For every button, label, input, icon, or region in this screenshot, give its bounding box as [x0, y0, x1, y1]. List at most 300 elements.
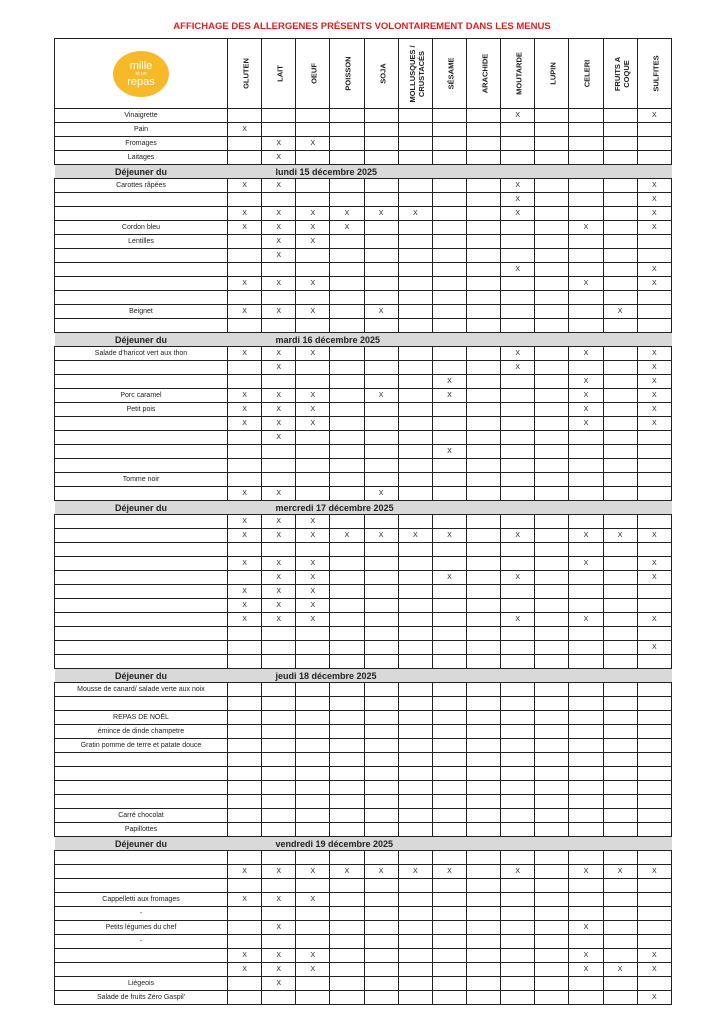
allergen-cell [466, 431, 500, 445]
allergen-cell: X [296, 557, 330, 571]
allergen-cell [432, 641, 466, 655]
table-row [55, 375, 672, 389]
table-row [55, 389, 672, 403]
allergen-cell [398, 991, 432, 1005]
allergen-cell [535, 109, 569, 123]
allergen-cell: X [296, 417, 330, 431]
allergen-cell [364, 879, 398, 893]
allergen-cell [432, 109, 466, 123]
allergen-cell [501, 711, 535, 725]
allergen-cell [432, 431, 466, 445]
allergen-cell [501, 907, 535, 921]
allergen-label: GLUTEN [241, 58, 251, 89]
allergen-cell [432, 893, 466, 907]
allergen-cell [364, 613, 398, 627]
allergen-cell [330, 361, 364, 375]
day-header-row [55, 501, 672, 515]
allergen-cell: X [637, 865, 671, 879]
allergen-cell [466, 935, 500, 949]
allergen-cell [432, 977, 466, 991]
allergen-cell [603, 767, 637, 781]
allergen-cell: X [262, 557, 296, 571]
allergen-cell [569, 291, 603, 305]
allergen-cell [466, 277, 500, 291]
allergen-cell [603, 137, 637, 151]
allergen-cell [603, 235, 637, 249]
allergen-cell [228, 823, 262, 837]
allergen-cell: X [228, 305, 262, 319]
allergen-cell [432, 151, 466, 165]
table-row [55, 627, 672, 641]
allergen-cell [603, 179, 637, 193]
dish-name: Petit pois [55, 403, 228, 417]
allergen-cell: X [637, 991, 671, 1005]
allergen-cell [228, 725, 262, 739]
allergen-cell: X [296, 305, 330, 319]
allergen-label: FRUITS A COQUE [612, 56, 631, 91]
allergen-cell [466, 207, 500, 221]
allergen-cell [228, 641, 262, 655]
allergen-cell [603, 375, 637, 389]
allergen-cell: X [296, 893, 330, 907]
allergen-cell [569, 809, 603, 823]
allergen-cell: X [228, 865, 262, 879]
allergen-cell: X [364, 865, 398, 879]
allergen-cell: X [569, 557, 603, 571]
table-row [55, 613, 672, 627]
table-row [55, 907, 672, 921]
allergen-cell [398, 291, 432, 305]
allergen-cell [364, 459, 398, 473]
allergen-label: MOUTARDE [514, 52, 524, 95]
allergen-cell: X [569, 389, 603, 403]
dish-name: Carottes râpées [55, 179, 228, 193]
allergen-cell [296, 291, 330, 305]
dish-name [55, 263, 228, 277]
allergen-cell [535, 739, 569, 753]
allergen-cell [637, 137, 671, 151]
allergen-cell [296, 725, 330, 739]
dish-name [55, 599, 228, 613]
allergen-cell [603, 123, 637, 137]
table-row [55, 893, 672, 907]
allergen-cell: X [262, 347, 296, 361]
allergen-cell: X [603, 865, 637, 879]
allergen-cell: X [296, 613, 330, 627]
allergen-cell [330, 235, 364, 249]
allergen-cell [262, 655, 296, 669]
allergen-cell [535, 151, 569, 165]
allergen-cell: X [228, 347, 262, 361]
allergen-cell: X [228, 515, 262, 529]
allergen-cell [501, 823, 535, 837]
allergen-cell [330, 319, 364, 333]
allergen-cell [330, 473, 364, 487]
allergen-cell: X [262, 599, 296, 613]
allergen-cell [432, 767, 466, 781]
allergen-cell [569, 431, 603, 445]
allergen-cell: X [569, 529, 603, 543]
allergen-cell: X [228, 277, 262, 291]
allergen-cell [535, 865, 569, 879]
allergen-cell [466, 473, 500, 487]
allergen-cell [398, 235, 432, 249]
allergen-cell [398, 893, 432, 907]
allergen-cell [466, 571, 500, 585]
allergen-cell [432, 221, 466, 235]
allergen-cell [637, 921, 671, 935]
allergen-cell [262, 543, 296, 557]
allergen-cell [296, 151, 330, 165]
allergen-cell [296, 543, 330, 557]
allergen-cell: X [296, 571, 330, 585]
allergen-cell [330, 711, 364, 725]
allergen-cell [466, 949, 500, 963]
allergen-cell [364, 739, 398, 753]
allergen-cell [535, 403, 569, 417]
allergen-cell [432, 781, 466, 795]
allergen-cell [603, 263, 637, 277]
allergen-cell [296, 697, 330, 711]
allergen-cell [637, 893, 671, 907]
header-row [55, 39, 672, 109]
table-row [55, 781, 672, 795]
allergen-cell: X [228, 417, 262, 431]
allergen-cell [398, 515, 432, 529]
allergen-cell [398, 347, 432, 361]
allergen-cell [330, 907, 364, 921]
allergen-cell [296, 879, 330, 893]
allergen-cell [603, 249, 637, 263]
allergen-cell [501, 809, 535, 823]
allergen-cell: X [296, 585, 330, 599]
allergen-cell [501, 655, 535, 669]
allergen-cell [364, 249, 398, 263]
allergen-cell [398, 305, 432, 319]
allergen-cell [398, 109, 432, 123]
allergen-cell [466, 865, 500, 879]
table-row [55, 571, 672, 585]
allergen-cell [364, 949, 398, 963]
allergen-cell [262, 263, 296, 277]
allergen-cell [569, 781, 603, 795]
dish-name: Cordon bleu [55, 221, 228, 235]
allergen-cell [466, 893, 500, 907]
allergen-cell [501, 403, 535, 417]
allergen-cell [466, 921, 500, 935]
allergen-cell [296, 907, 330, 921]
allergen-cell [398, 361, 432, 375]
allergen-table [54, 38, 672, 1005]
allergen-cell [501, 445, 535, 459]
allergen-cell [535, 767, 569, 781]
allergen-cell [535, 655, 569, 669]
allergen-cell: X [262, 571, 296, 585]
dish-name: Salade d'haricot vert aux thon [55, 347, 228, 361]
allergen-cell [432, 305, 466, 319]
allergen-cell [330, 459, 364, 473]
allergen-cell [569, 179, 603, 193]
allergen-cell [364, 697, 398, 711]
dish-name: Gratin pomme de terre et patate douce [55, 739, 228, 753]
allergen-cell: X [569, 347, 603, 361]
allergen-cell [398, 921, 432, 935]
table-row [55, 179, 672, 193]
allergen-cell [501, 585, 535, 599]
allergen-cell [637, 935, 671, 949]
allergen-cell [603, 431, 637, 445]
allergen-cell [603, 543, 637, 557]
allergen-cell: X [432, 571, 466, 585]
allergen-cell [364, 445, 398, 459]
allergen-cell [637, 795, 671, 809]
allergen-cell [501, 305, 535, 319]
allergen-cell [603, 557, 637, 571]
allergen-cell [228, 319, 262, 333]
allergen-cell [330, 725, 364, 739]
allergen-header [637, 39, 671, 109]
allergen-cell [364, 417, 398, 431]
allergen-cell [296, 795, 330, 809]
dish-name: Vinaigrette [55, 109, 228, 123]
allergen-cell: X [501, 109, 535, 123]
allergen-cell [603, 109, 637, 123]
allergen-cell [262, 375, 296, 389]
table-row [55, 963, 672, 977]
allergen-cell [466, 319, 500, 333]
allergen-cell [262, 445, 296, 459]
allergen-cell [637, 627, 671, 641]
allergen-cell [637, 445, 671, 459]
allergen-cell [364, 571, 398, 585]
allergen-cell: X [637, 949, 671, 963]
allergen-cell [398, 585, 432, 599]
allergen-cell [569, 459, 603, 473]
allergen-cell [466, 123, 500, 137]
allergen-cell [466, 795, 500, 809]
dish-name [55, 487, 228, 501]
allergen-label: MOLLUSQUES / CRUSTACÉS [407, 44, 426, 103]
allergen-header [569, 39, 603, 109]
allergen-cell [262, 697, 296, 711]
allergen-cell [398, 599, 432, 613]
allergen-cell: X [228, 487, 262, 501]
allergen-cell [364, 851, 398, 865]
allergen-cell [364, 473, 398, 487]
table-row [55, 557, 672, 571]
allergen-cell: X [637, 361, 671, 375]
allergen-cell [466, 627, 500, 641]
allergen-cell [466, 235, 500, 249]
allergen-cell [637, 599, 671, 613]
allergen-cell [637, 683, 671, 697]
allergen-cell [330, 193, 364, 207]
table-row [55, 921, 672, 935]
allergen-cell [398, 179, 432, 193]
allergen-cell [432, 935, 466, 949]
allergen-cell [569, 123, 603, 137]
table-row [55, 711, 672, 725]
allergen-cell [535, 375, 569, 389]
allergen-cell [535, 907, 569, 921]
table-row [55, 263, 672, 277]
allergen-cell [432, 683, 466, 697]
allergen-cell: X [637, 277, 671, 291]
allergen-cell [364, 795, 398, 809]
allergen-cell [501, 151, 535, 165]
allergen-cell [364, 221, 398, 235]
allergen-cell [398, 487, 432, 501]
allergen-cell: X [501, 865, 535, 879]
allergen-cell [330, 389, 364, 403]
allergen-cell [466, 781, 500, 795]
allergen-cell: X [228, 599, 262, 613]
allergen-cell [364, 291, 398, 305]
allergen-cell [535, 431, 569, 445]
allergen-cell [330, 291, 364, 305]
allergen-cell: X [296, 963, 330, 977]
allergen-cell [398, 249, 432, 263]
allergen-cell [228, 991, 262, 1005]
allergen-cell [330, 403, 364, 417]
allergen-cell [501, 725, 535, 739]
allergen-cell [330, 963, 364, 977]
allergen-cell [569, 571, 603, 585]
allergen-cell [330, 697, 364, 711]
allergen-cell [569, 109, 603, 123]
day-date: mardi 16 décembre 2025 [228, 333, 672, 347]
dish-name [55, 319, 228, 333]
allergen-cell [432, 277, 466, 291]
allergen-cell [637, 809, 671, 823]
allergen-cell [330, 627, 364, 641]
allergen-cell [398, 697, 432, 711]
allergen-cell [535, 417, 569, 431]
allergen-cell [330, 613, 364, 627]
allergen-cell: X [569, 949, 603, 963]
allergen-cell [466, 823, 500, 837]
allergen-cell [603, 277, 637, 291]
allergen-cell: X [569, 403, 603, 417]
allergen-cell [466, 655, 500, 669]
allergen-cell [364, 907, 398, 921]
allergen-cell [330, 851, 364, 865]
dish-name: Fromages [55, 137, 228, 151]
allergen-cell [228, 137, 262, 151]
allergen-cell [398, 977, 432, 991]
allergen-cell [296, 179, 330, 193]
allergen-cell [569, 767, 603, 781]
allergen-cell [501, 949, 535, 963]
allergen-cell [364, 585, 398, 599]
allergen-cell: X [501, 207, 535, 221]
page-title: AFFICHAGE DES ALLERGENES PRÉSENTS VOLONTAIREMENT DANS LES MENUS [173, 21, 551, 32]
dish-name [55, 571, 228, 585]
allergen-cell: X [262, 235, 296, 249]
allergen-cell [432, 991, 466, 1005]
allergen-cell [398, 851, 432, 865]
allergen-cell [398, 473, 432, 487]
allergen-cell [228, 977, 262, 991]
table-row [55, 809, 672, 823]
dish-name [55, 557, 228, 571]
allergen-cell [296, 991, 330, 1005]
dish-name: Liégeois [55, 977, 228, 991]
allergen-cell [535, 221, 569, 235]
allergen-cell [432, 627, 466, 641]
allergen-cell [501, 627, 535, 641]
allergen-cell [569, 697, 603, 711]
allergen-cell [466, 375, 500, 389]
allergen-cell [364, 893, 398, 907]
allergen-cell: X [296, 221, 330, 235]
allergen-cell [569, 627, 603, 641]
allergen-cell [637, 515, 671, 529]
dish-name [55, 753, 228, 767]
logo-text: repas [127, 75, 155, 88]
allergen-cell [603, 711, 637, 725]
day-header-row [55, 333, 672, 347]
allergen-cell [466, 711, 500, 725]
table-row [55, 319, 672, 333]
allergen-cell: X [228, 221, 262, 235]
allergen-cell [466, 851, 500, 865]
allergen-cell [432, 711, 466, 725]
allergen-cell [296, 319, 330, 333]
allergen-cell: X [501, 193, 535, 207]
allergen-cell [569, 893, 603, 907]
table-row [55, 865, 672, 879]
allergen-cell [637, 753, 671, 767]
allergen-cell [330, 277, 364, 291]
allergen-cell: X [296, 137, 330, 151]
allergen-cell: X [603, 305, 637, 319]
allergen-header [535, 39, 569, 109]
allergen-cell: X [432, 529, 466, 543]
allergen-cell [603, 949, 637, 963]
allergen-cell [398, 445, 432, 459]
allergen-cell: X [637, 613, 671, 627]
dish-name [55, 361, 228, 375]
dish-name [55, 627, 228, 641]
allergen-cell: X [296, 235, 330, 249]
allergen-cell [330, 753, 364, 767]
allergen-cell [535, 529, 569, 543]
allergen-cell [432, 963, 466, 977]
allergen-cell [364, 263, 398, 277]
allergen-cell: X [637, 179, 671, 193]
allergen-cell [296, 781, 330, 795]
allergen-cell [262, 683, 296, 697]
allergen-cell: X [228, 585, 262, 599]
allergen-cell [535, 137, 569, 151]
allergen-cell [398, 963, 432, 977]
allergen-cell [262, 767, 296, 781]
allergen-cell [398, 375, 432, 389]
allergen-header [330, 39, 364, 109]
allergen-cell [364, 137, 398, 151]
table-row [55, 207, 672, 221]
allergen-cell [637, 487, 671, 501]
allergen-cell [228, 879, 262, 893]
allergen-cell [466, 347, 500, 361]
day-date: mercredi 17 décembre 2025 [228, 501, 672, 515]
allergen-cell [398, 431, 432, 445]
allergen-cell [398, 753, 432, 767]
allergen-cell [535, 305, 569, 319]
allergen-cell: X [364, 487, 398, 501]
allergen-cell [228, 935, 262, 949]
